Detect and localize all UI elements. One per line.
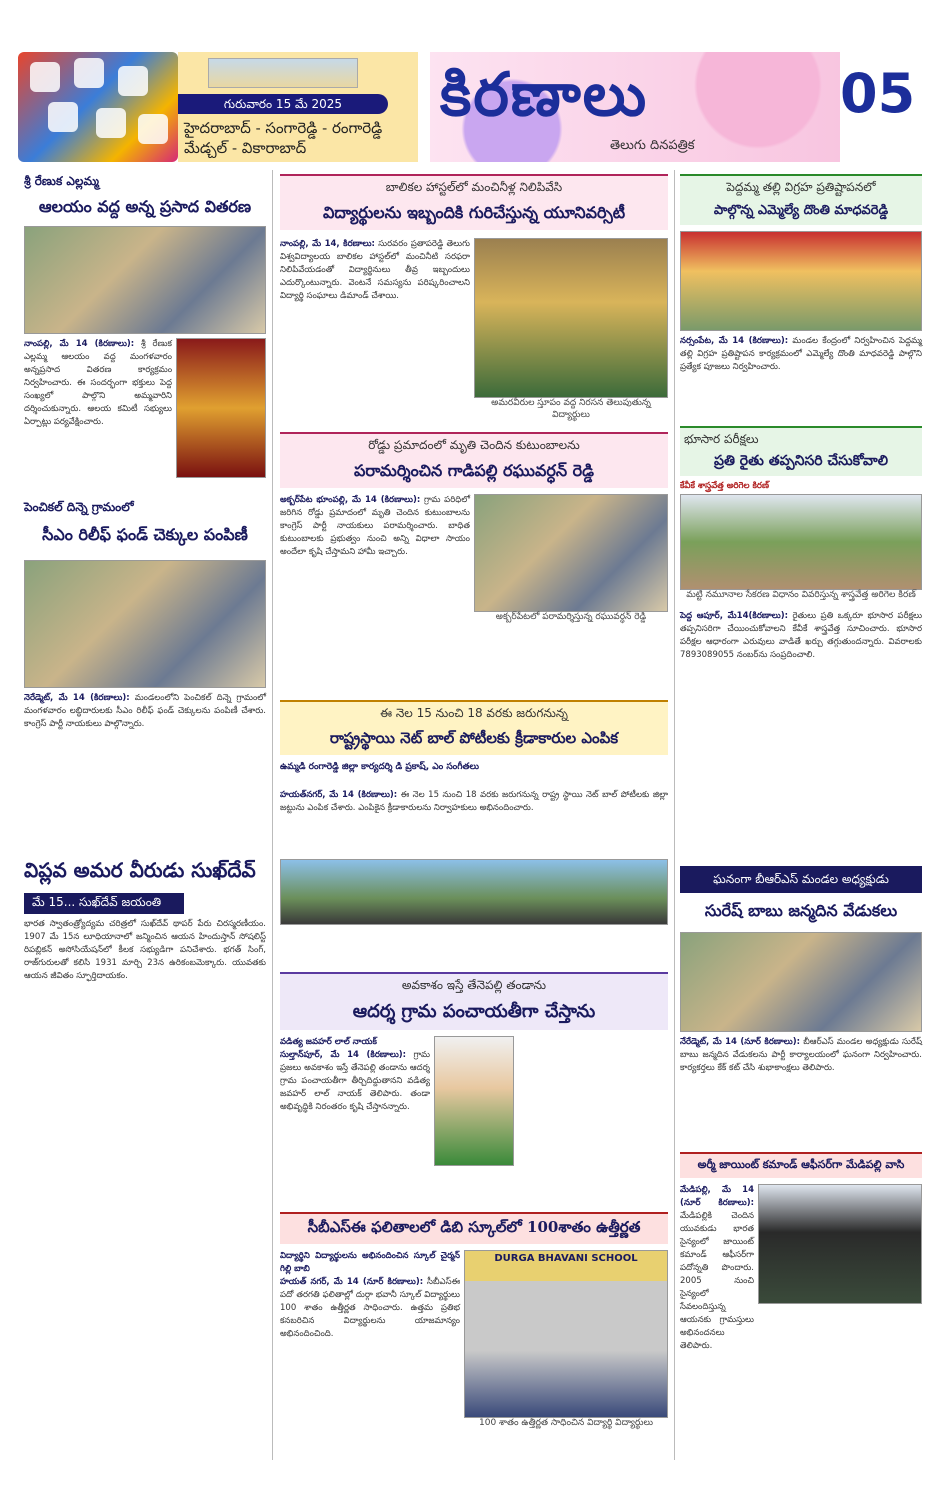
photo <box>474 238 668 398</box>
kicker: ఈ నెల 15 నుంచి 18 వరకు జరుగనున్న <box>380 706 568 720</box>
dateline: హయత్‌నగర్, మే 14 (కిరణాలు): <box>280 790 398 800</box>
story-body: సీబీఎస్ఈ పదో తరగతి ఫలితాల్లో దుర్గా భవానీ స్కూల్ విద్యార్థులు 100 శాతం ఉత్తీర్ణత సాధించారు. ఉత్తమ ప్రతిభ కనబరిచిన విద్యార్థులను యాజమాన్యం అభినందించింది. <box>280 1277 461 1339</box>
kicker: ఘనంగా బీఆర్ఎస్ మండల అధ్యక్షుడు <box>713 872 889 886</box>
story-cbse <box>280 1212 668 1440</box>
school-photo <box>464 1250 668 1418</box>
story-body: రైతులు ప్రతి ఒక్కరూ భూసార పరీక్షలు తప్పనిసరిగా చేయించుకోవాలని కేవీకే శాస్త్రవేత్త సూచించారు. భూసార పరీక్షల ఆధారంగా ఎరువులు వాడితే ఖర్చు తగ్గుతుందన్నారు. వివరాలకు 7893089055 నంబర్‌ను సంప్రదించాలి. <box>680 611 923 660</box>
story-body: ఈ నెల 15 నుంచి 18 వరకు జరుగనున్న రాష్ట్ర స్థాయి నెట్ బాల్ పోటీలకు జిల్లా జట్టును ఎంపిక చేశారు. ఎంపికైన క్రీడాకారులను నిర్వాహకులు అభినందించారు. <box>280 790 669 813</box>
brand-subtitle: తెలుగు దినపత్రిక <box>610 138 695 153</box>
byline: వడిత్య జవహర్ లాల్ నాయక్ <box>280 1037 377 1047</box>
story-annaprasada <box>24 174 266 478</box>
subhead: మే 15... సుఖ్‌దేవ్ జయంతి <box>24 893 184 914</box>
photo-caption: అమరవీరుల స్తూపం వద్ద నిరసన తెలుపుతున్న విద్యార్థులు <box>491 398 651 420</box>
story-condolence <box>280 432 668 694</box>
dateline: నెరేడ్మెట్, మే 14 (కిరణాలు): <box>24 693 130 703</box>
headline: సీబీఎస్ఈ ఫలితాలలో డిబి స్కూల్‌లో 100శాతం ఉత్తీర్ణత <box>307 1218 641 1236</box>
photo-caption: అక్బర్‌పేటలో పరామర్శిస్తున్న రఘువర్ధన్ రెడ్డి <box>495 612 647 622</box>
story-body: సురవరం ప్రతాపరెడ్డి తెలుగు విశ్వవిద్యాలయ బాలికల హాస్టల్‌లో మంచినీటి సరఫరా నిలిపివేయడంతో విద్యార్థినులు తీవ్ర ఇబ్బందులు ఎదుర్కొంటున్నారు. వెంటనే సమస్యను పరిష్కరించాలని విద్యార్థి సంఘాలు డిమాండ్ చేశాయి. <box>280 239 471 301</box>
dateline: మేడిపల్లి, మే 14 (నూర్ కిరణాలు): <box>680 1185 754 1208</box>
photo-caption: 100 శాతం ఉత్తీర్ణత సాధించిన విద్యార్థి విద్యార్థులు <box>479 1418 653 1428</box>
photo <box>474 494 668 612</box>
headline: సురేష్ బాబు జన్మదిన వేడుకలు <box>704 901 898 920</box>
story-body: భారత స్వాతంత్ర్యోద్యమ చరిత్రలో సుఖ్‌దేవ్ థాపర్ పేరు చిరస్మరణీయం. 1907 మే 15న లూధియానాలో జన్మించిన ఆయన హిందుస్తాన్ సోషలిస్ట్ రిపబ్లికన్ అసోసియేషన్‌లో కీలక సభ్యుడిగా పనిచేశారు. భగత్ సింగ్, రాజ్‌గురులతో కలిసి 1931 మార్చి 23న ఉరికంబమెక్కారు. యువతకు ఆయన జీవితం స్ఫూర్తిదాయకం. <box>24 919 266 981</box>
kicker: అవకాశం ఇస్తే తేనెపల్లి తండాను <box>401 978 547 992</box>
photo <box>680 231 922 331</box>
headline: అర్మీ జాయింట్ కమాండ్ ఆఫీసర్‌గా మేడిపల్లి వాసి <box>697 1158 905 1171</box>
photo <box>680 932 922 1032</box>
photo <box>24 226 266 334</box>
story-hostel-water <box>280 174 668 428</box>
dateline: పెద్ద ఆపూర్, మే14(కిరణాలు): <box>680 611 789 621</box>
story-soil-test <box>680 426 922 770</box>
column-rule <box>674 170 675 1460</box>
headline: రాష్ట్రస్థాయి నెట్ బాల్ పోటీలకు క్రీడాకారుల ఎంపిక <box>329 729 619 747</box>
photo <box>24 560 266 688</box>
story-sukhdev <box>24 858 266 1488</box>
brand-panel <box>430 52 840 162</box>
story-body: శ్రీ రేణుక ఎల్లమ్మ ఆలయం వద్ద మంగళవారం అన్నప్రసాద వితరణ కార్యక్రమం నిర్వహించారు. ఈ సందర్భంగా భక్తులు పెద్ద సంఖ్యలో పాల్గొని అమ్మవారిని దర్శించుకున్నారు. ఆలయ కమిటీ సభ్యులు ఏర్పాట్లు పర్యవేక్షించారు. <box>24 339 172 427</box>
story-body: గ్రామ ప్రజలు అవకాశం ఇస్తే తేనెపల్లి తండాను ఆదర్శ గ్రామ పంచాయతీగా తీర్చిదిద్దుతానని వడిత్య జవహర్ లాల్ నాయక్ తెలిపారు. తండా అభివృద్ధికి నిరంతరం కృషి చేస్తానన్నారు. <box>280 1050 430 1112</box>
byline: ఉమ్మడి రంగారెడ్డి జిల్లా కార్యదర్శి డి ప్రకాష్, ఎం సంగీతలు <box>280 762 479 772</box>
story-village <box>280 972 668 1226</box>
story-body: గ్రామ పరిధిలో జరిగిన రోడ్డు ప్రమాదంలో మృతి చెందిన కుటుంబాలను కాంగ్రెస్ పార్టీ నాయకులు పరామర్శించారు. బాధిత కుటుంబాలకు ప్రభుత్వం నుంచి అన్ని విధాలా సాయం అందేలా కృషి చేస్తామని హామీ ఇచ్చారు. <box>280 495 471 557</box>
story-netball <box>280 700 668 925</box>
story-body: బీఆర్ఎస్ మండల అధ్యక్షుడు సురేష్ బాబు జన్మదిన వేడుకలను పార్టీ కార్యాలయంలో ఘనంగా నిర్వహించారు. కార్యకర్తలు కేక్ కట్ చేసి శుభాకాంక్షలు తెలిపారు. <box>680 1037 923 1073</box>
skyline-image <box>208 58 358 88</box>
column-rule <box>272 170 273 1460</box>
team-photo <box>280 859 668 925</box>
social-media-graphic <box>18 52 178 162</box>
headline: ఆలయం వద్ద అన్న ప్రసాద వితరణ <box>38 197 252 216</box>
headline: విప్లవ అమర వీరుడు సుఖ్‌దేవ్ <box>24 858 256 882</box>
page-number: 05 <box>840 62 916 125</box>
kicker: భూసార పరీక్షలు <box>684 432 759 446</box>
kicker: రోడ్డు ప్రమాదంలో మృతి చెందిన కుటుంబాలను <box>368 438 580 452</box>
brand-title: కిరణాలు <box>440 60 649 130</box>
story-army <box>680 1152 922 1458</box>
headline: పాల్గొన్న ఎమ్మెల్యే దొంతి మాధవరెడ్డి <box>713 203 889 218</box>
headline: ఆదర్శ గ్రామ పంచాయతీగా చేస్తాను <box>352 1001 596 1022</box>
dateline: హయత్ నగర్, మే 14 (నూర్ కిరణాలు): <box>280 1277 424 1287</box>
school-sign: DURGA BHAVANI SCHOOL <box>494 1253 638 1264</box>
photo <box>758 1184 922 1304</box>
dateline: నాంపల్లి, మే 14, కిరణాలు: <box>280 239 375 249</box>
dateline: నాంపల్లి, మే 14 (కిరణాలు): <box>24 339 135 349</box>
story-body: మండలంలోని పెంచికల్ దిన్నె గ్రామంలో మంగళవారం లబ్ధిదారులకు సీఎం రిలీఫ్ ఫండ్ చెక్కులను పంపిణీ చేశారు. కాంగ్రెస్ పార్టీ నాయకులు పాల్గొన్నారు. <box>24 693 267 729</box>
photo <box>680 494 922 590</box>
photo-caption: మట్టి నమూనాల సేకరణ విధానం వివరిస్తున్న శాస్త్రవేత్త అరిగెల కిరణ్ <box>686 590 916 600</box>
kicker: పెంచికల్ దిన్నె గ్రామంలో <box>24 500 134 514</box>
byline: విద్యార్థిని విద్యార్థులను అభినందించిన స్కూల్ చైర్మన్ గిల్లి బాబి <box>280 1251 460 1274</box>
edition-cities: హైదరాబాద్ - సంగారెడ్డి - రంగారెడ్డి మేడ్చల్ - వికారాబాద్ <box>184 119 383 157</box>
dateline: నేరేడ్మెట్, మే 14 (నూర్ కిరణాలు): <box>680 1037 801 1047</box>
deity-photo <box>176 338 266 478</box>
dateline: నర్సంపేట, మే 14 (కిరణాలు): <box>680 336 789 346</box>
headline: పరామర్శించిన గాడిపల్లి రఘువర్ధన్ రెడ్డి <box>354 461 594 480</box>
story-body: మేడిపల్లికి చెందిన యువకుడు భారత సైన్యంలో జాయింట్ కమాండ్ ఆఫీసర్‌గా పదోన్నతి పొందారు. 2005 నుంచి సైన్యంలో సేవలందిస్తున్న ఆయనకు గ్రామస్తులు అభినందనలు తెలిపారు. <box>680 1211 754 1351</box>
headline: సీఎం రిలీఫ్ ఫండ్ చెక్కుల పంపిణీ <box>42 525 248 544</box>
story-birthday <box>680 866 922 1146</box>
story-idol <box>680 174 922 397</box>
byline: కేవీకే శాస్త్రవేత్త అరిగెల కిరణ్ <box>680 481 769 491</box>
portrait-photo <box>434 1036 514 1166</box>
kicker: శ్రీ రేణుక ఎల్లమ్మ <box>24 174 99 188</box>
headline: ప్రతి రైతు తప్పనిసరి చేసుకోవాలి <box>714 453 888 469</box>
issue-date: గురువారం 15 మే 2025 <box>178 94 388 114</box>
story-body: మండల కేంద్రంలో నిర్వహించిన పెద్దమ్మ తల్లి విగ్రహ ప్రతిష్టాపన కార్యక్రమంలో ఎమ్మెల్యే దొంతి మాధవరెడ్డి పాల్గొని ప్రత్యేక పూజలు నిర్వహించారు. <box>680 336 922 372</box>
dateline: అక్బర్‌పేట భూంపల్లి, మే 14 (కిరణాలు): <box>280 495 421 505</box>
headline: విద్యార్థులను ఇబ్బందికి గురిచేస్తున్న యూనివర్సిటీ <box>322 203 626 222</box>
date-city-panel <box>178 52 418 162</box>
dateline: సుల్తాన్‌పూర్, మే 14 (కిరణాలు): <box>280 1050 407 1060</box>
kicker: బాలికల హాస్టల్‌లో మంచినీళ్ల నిలిపివేసి <box>385 180 563 194</box>
kicker: పెద్దమ్మ తల్లి విగ్రహ ప్రతిష్టాపనలో <box>726 180 876 194</box>
story-cmrf <box>24 500 266 832</box>
